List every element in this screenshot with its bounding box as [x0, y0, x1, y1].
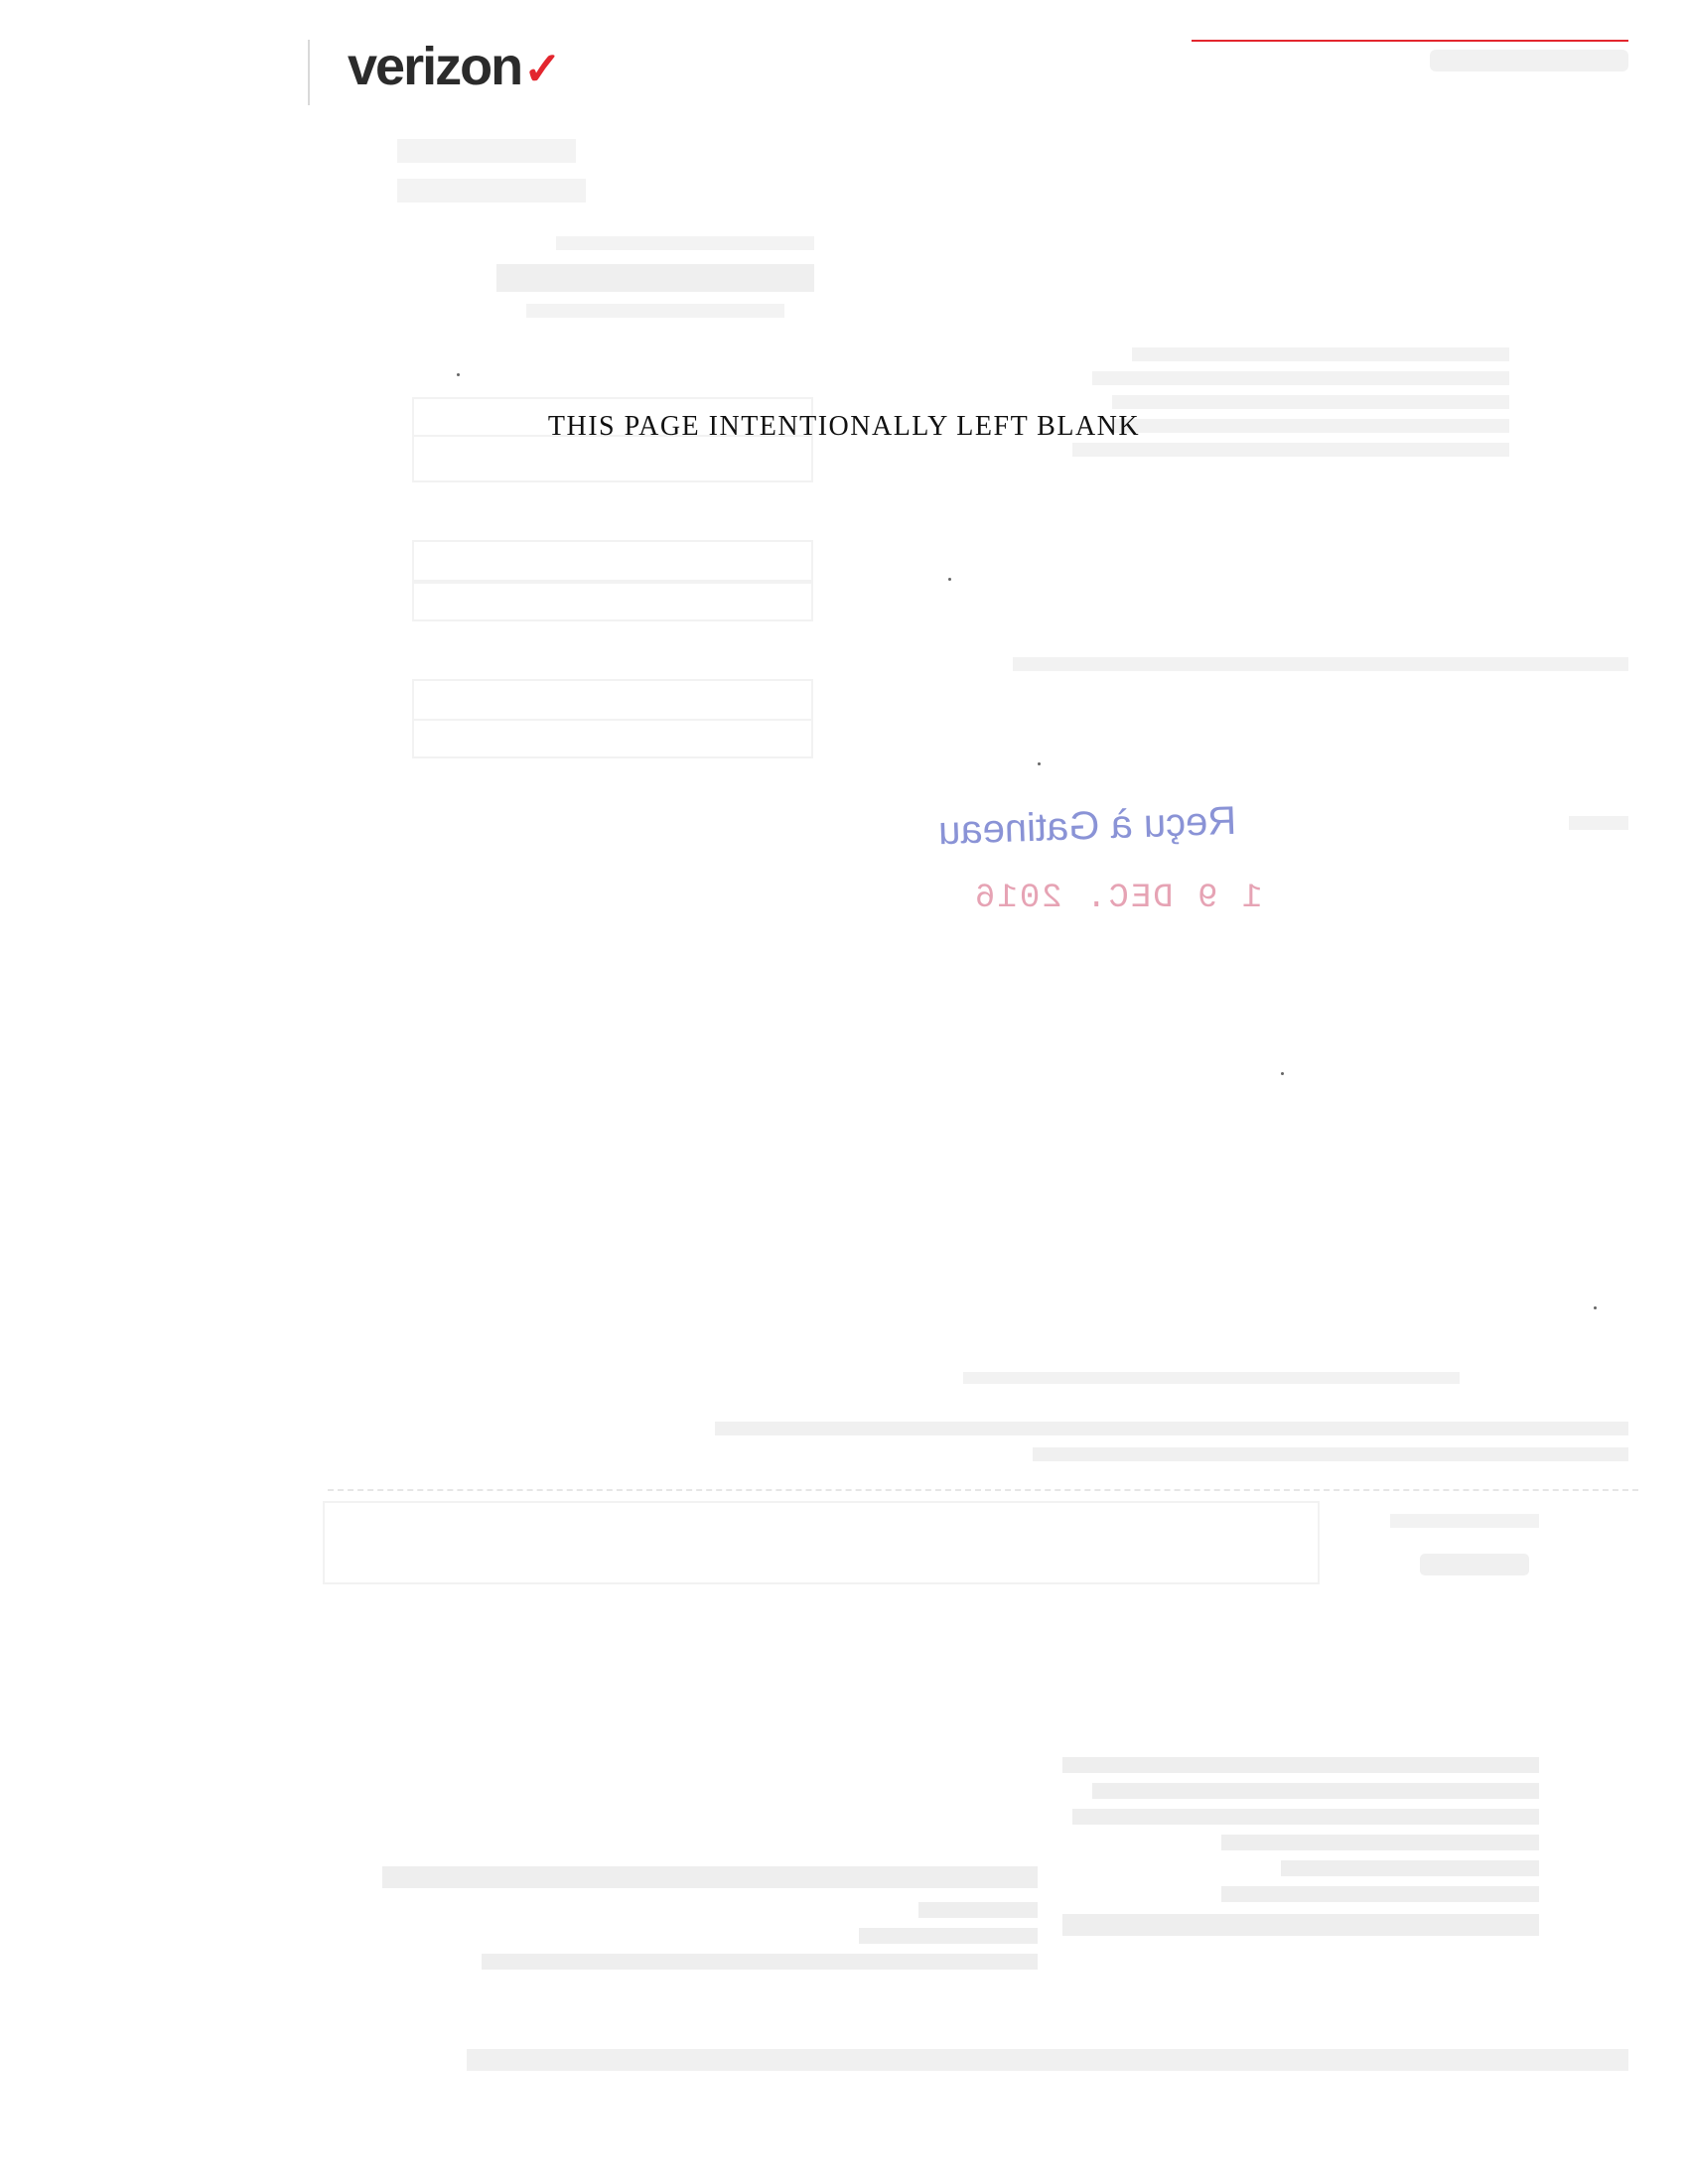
ghost-box-6 — [412, 719, 813, 758]
ghost-line-1 — [1013, 655, 1628, 680]
ghost-remit-lines — [715, 1422, 1638, 1474]
logo-text: verizon — [348, 37, 522, 96]
ghost-return-address — [382, 1866, 1057, 1990]
ghost-box-3 — [412, 540, 813, 582]
speck — [457, 373, 460, 376]
ghost-scanline — [467, 2047, 1638, 2082]
logo-checkmark-icon: ✓ — [523, 43, 560, 94]
speck — [1038, 762, 1041, 765]
ghost-text-block-1 — [397, 139, 596, 213]
speck — [1281, 1072, 1284, 1075]
received-stamp-text: Reçu à Gatineau — [937, 798, 1237, 854]
ghost-line-3 — [963, 1370, 1460, 1393]
speck — [1594, 1306, 1597, 1309]
ghost-remit-table — [323, 1501, 1320, 1584]
ghost-box-4 — [412, 582, 813, 621]
verizon-logo — [348, 36, 560, 97]
ghost-line-2 — [1569, 814, 1628, 839]
ghost-mailing-address — [1062, 1757, 1559, 1961]
ghost-box-5 — [412, 679, 813, 721]
ghost-logo-bleedthrough — [1410, 30, 1628, 102]
tear-off-rule — [328, 1489, 1638, 1491]
speck — [948, 578, 951, 581]
received-stamp-date: 1 9 DEC. 2016 — [973, 880, 1263, 917]
intentionally-blank-notice: THIS PAGE INTENTIONALLY LEFT BLANK — [547, 411, 1141, 442]
ghost-text-block-2 — [496, 236, 824, 331]
ghost-remit-logo — [1360, 1514, 1559, 1588]
logo-divider — [308, 40, 310, 105]
